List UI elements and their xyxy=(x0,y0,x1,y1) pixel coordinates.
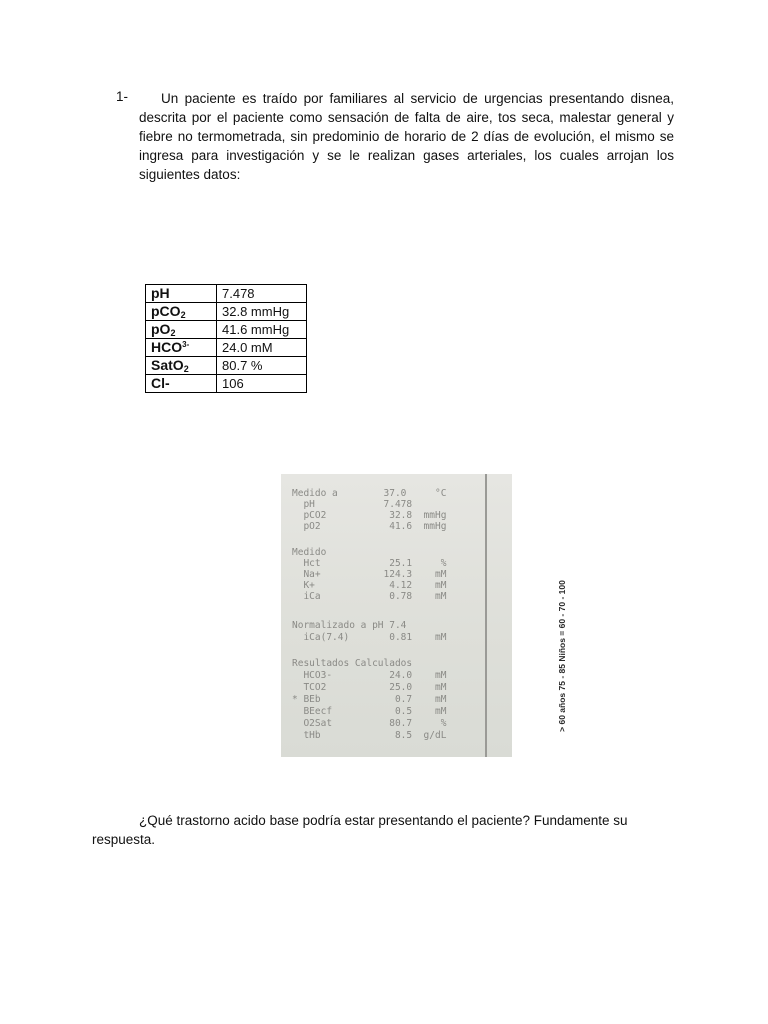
printout-line: Hct 25.1 % xyxy=(292,558,447,569)
printout-line: pO2 41.6 mmHg xyxy=(292,521,447,532)
param-value: 80.7 % xyxy=(217,357,307,375)
printout-line: tHb 8.5 g/dL xyxy=(292,730,447,741)
param-label: SatO$_2$ xyxy=(146,357,217,375)
printout-line: BEecf 0.5 mM xyxy=(292,706,447,717)
printout-line: HCO3- 24.0 mM xyxy=(292,670,447,681)
param-value: 41.6 mmHg xyxy=(217,321,307,339)
table-row xyxy=(146,321,307,339)
param-label: pCO$_2$ xyxy=(146,303,217,321)
printout-line: Na+ 124.3 mM xyxy=(292,569,447,580)
printout-line: pH 7.478 xyxy=(292,499,413,510)
question-text: Un paciente es traído por familiares al servicio de urgencias presentando disnea, descrita por el paciente como sensación de falta de aire, tos seca, malestar general y fiebre no termometrada, sin predominio de horario de 2 días de evolución, el mismo se ingresa para investigación y se le realizan gases arteriales, los cuales arrojan los siguientes datos: xyxy=(139,91,674,182)
printout-divider-line xyxy=(485,474,487,757)
reference-ranges-side-text: > 60 años 75 - 85 Niños = 60 - 70 - 100 xyxy=(557,580,567,732)
param-label: $HCO^{3-}$ xyxy=(146,339,217,357)
printout-line: Medido a 37.0 °C xyxy=(292,488,447,499)
param-value: 106 xyxy=(217,375,307,393)
param-label: pH xyxy=(146,285,217,303)
printout-line: Medido xyxy=(292,547,327,558)
table-row xyxy=(146,357,307,375)
table-row xyxy=(146,285,307,303)
printout-line: Resultados Calculados xyxy=(292,658,413,669)
printout-line: Normalizado a pH 7.4 xyxy=(292,620,407,631)
printout-line: pCO2 32.8 mmHg xyxy=(292,510,447,521)
table-row xyxy=(146,375,307,393)
follow-up-question: ¿Qué trastorno acido base podría estar presentando el paciente? Fundamente su respuesta. xyxy=(92,813,628,847)
param-value: 7.478 xyxy=(217,285,307,303)
printout-line: TCO2 25.0 mM xyxy=(292,682,447,693)
param-value: 32.8 mmHg xyxy=(217,303,307,321)
param-value: 24.0 mM xyxy=(217,339,307,357)
table-row xyxy=(146,339,307,357)
question-number: 1- xyxy=(116,89,129,104)
printout-line: K+ 4.12 mM xyxy=(292,580,447,591)
gas-analyzer-printout-photo xyxy=(281,474,567,757)
blood-gas-table xyxy=(145,284,307,393)
table-row xyxy=(146,303,307,321)
printout-line: O2Sat 80.7 % xyxy=(292,718,447,729)
param-label: Cl- xyxy=(146,375,217,393)
printout-line: iCa(7.4) 0.81 mM xyxy=(292,632,447,643)
param-label: $pO_2$ xyxy=(146,321,217,339)
printout-line: iCa 0.78 mM xyxy=(292,591,447,602)
printout-line: * BEb 0.7 mM xyxy=(292,694,447,705)
